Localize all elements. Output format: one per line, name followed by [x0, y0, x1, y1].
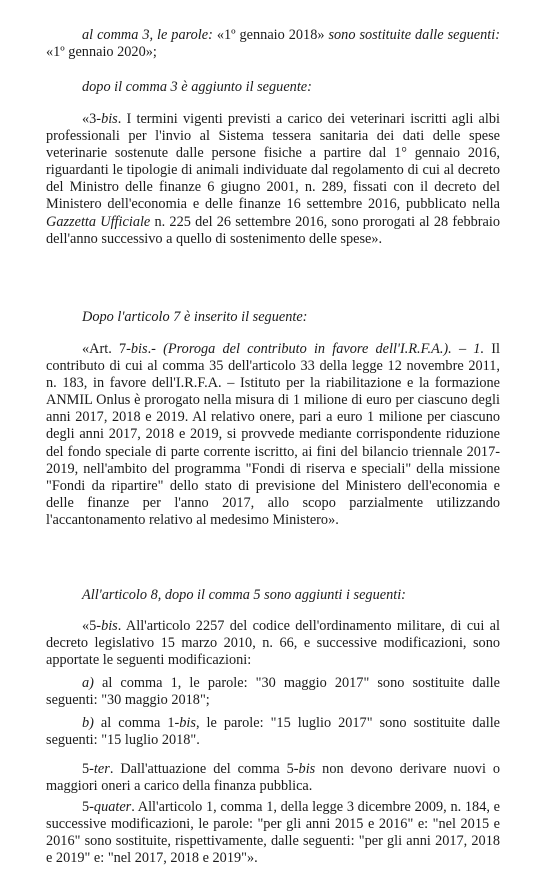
intro-article-7-bis: Dopo l'articolo 7 è inserito il seguente:: [82, 309, 308, 325]
paragraph-3-bis: «3-bis. I termini vigenti previsti a carico dei veterinari iscritti agli albi professionali per l'invio al Sistema tessera sanitaria dei dati delle spese veterinarie sostenute dalle persone fisiche a partire dal 1° gennaio 2016, riguardanti le tipologie di animali individuate dal regolamento di cui al decreto del Ministro delle finanze 6 giugno 2001, n. 289, fissati con il decreto del Ministero dell'economia e delle finanze 16 settembre 2016, pubblicato nella Gazzetta Ufficiale n. 225 del 26 settembre 2016, sono prorogati al 28 febbraio dell'anno successivo a quello di sostenimento delle spese».: [46, 111, 500, 247]
paragraph-item-b: b) al comma 1-bis, le parole: "15 luglio 2017" sono sostituite dalle seguenti: "15 luglio 2018".: [46, 715, 501, 749]
intro-comma-3-bis: dopo il comma 3 è aggiunto il seguente:: [82, 79, 312, 95]
intro-article-8: All'articolo 8, dopo il comma 5 sono aggiunti i seguenti:: [82, 587, 406, 603]
paragraph-article-7-bis: «Art. 7-bis.- (Proroga del contributo in favore dell'I.R.F.A.). – 1. Il contributo di cui al comma 35 dell'articolo 33 della legge 12 novembre 2011, n. 183, in favore dell'I.R.F.A. – Istituto per la riabilitazione e la formazione ANMIL Onlus è prorogato nella misura di 1 milione di euro per ciascuno degli anni 2017, 2018 e 2019. Al relativo onere, pari a euro 1 milione per ciascuno degli anni 2017, 2018 e 2019, si provvede mediante corrispondente riduzione del fondo speciale di parte corrente iscritto, ai fini del bilancio triennale 2017-2019, nell'ambito del programma "Fondi di riserva e speciali" della missione "Fondi da ripartire" dello stato di previsione del Ministero dell'economia e delle finanze per l'anno 2017, allo scopo parzialmente utilizzando l'accantonamento relativo al medesimo Ministero».: [46, 341, 500, 528]
paragraph-item-a: a) al comma 1, le parole: "30 maggio 2017" sono sostituite dalle seguenti: "30 maggio 2018";: [46, 675, 500, 709]
paragraph-5-bis: «5-bis. All'articolo 2257 del codice dell'ordinamento militare, di cui al decreto legislativo 15 marzo 2010, n. 66, e successive modificazioni, sono apportate le seguenti modificazioni:: [46, 618, 500, 669]
paragraph-comma-3-substitution: al comma 3, le parole: «1º gennaio 2018» sono sostituite dalle seguenti: «1º gennaio 2020»;: [46, 27, 500, 61]
paragraph-5-quater: 5-quater. All'articolo 1, comma 1, della legge 3 dicembre 2009, n. 184, e successive modificazioni, le parole: "per gli anni 2015 e 2016" e: "nel 2015 e 2016" sono sostituite, rispettivamente, dalle seguenti: "per gli anni 2017, 2018 e 2019" e: "nel 2017, 2018 e 2019"».: [46, 799, 500, 867]
paragraph-5-ter: 5-ter. Dall'attuazione del comma 5-bis non devono derivare nuovi o maggiori oneri a carico della finanza pubblica.: [46, 761, 501, 795]
